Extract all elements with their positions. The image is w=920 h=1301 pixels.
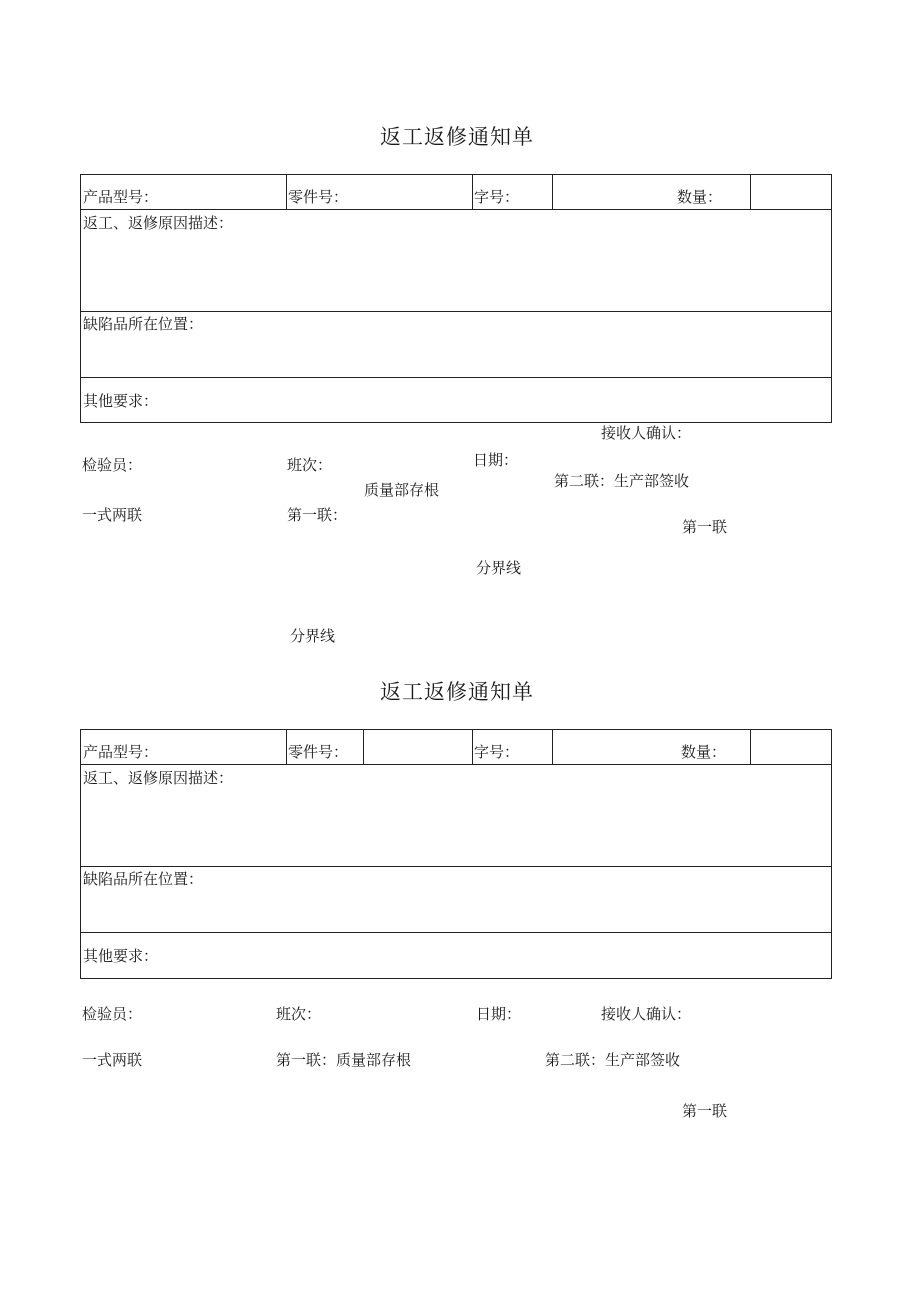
form1-defect-location-row[interactable] — [81, 311, 831, 377]
form1-date-label: 日期： — [473, 451, 519, 469]
form1-second-copy: 第二联：生产部签收 — [554, 472, 690, 490]
form2-first-copy-quality: 第一联：质量部存根 — [276, 1051, 412, 1069]
form1-divider-line: 分界线 — [476, 559, 522, 577]
form1-shift-label: 班次： — [287, 456, 333, 474]
form2-shift-label: 班次： — [276, 1005, 322, 1023]
form1-quality-stub: 质量部存根 — [364, 481, 440, 499]
form2-other-requirements-label: 其他要求： — [83, 947, 159, 965]
form1-defect-location-label: 缺陷品所在位置： — [83, 315, 204, 333]
form1-other-requirements-row[interactable] — [81, 377, 831, 422]
form2-title: 返工返修通知单 — [380, 680, 534, 704]
form2-char-no-field[interactable] — [555, 733, 665, 760]
form2-part-no-label: 零件号： — [288, 743, 349, 761]
form2-first-copy: 第一联 — [682, 1102, 728, 1120]
form1-inspector-label: 检验员： — [82, 456, 143, 474]
form2-table — [80, 729, 832, 979]
form1-quantity-label: 数量： — [677, 188, 723, 206]
form1-part-no-field[interactable] — [373, 178, 469, 205]
form1-receiver-confirm-label: 接收人确认： — [601, 424, 692, 442]
form1-quantity-field[interactable] — [753, 178, 827, 205]
form1-first-copy: 第一联 — [682, 518, 728, 536]
form1-rework-reason-label: 返工、返修原因描述： — [83, 214, 234, 232]
form2-defect-location-label: 缺陷品所在位置： — [83, 870, 204, 888]
form2-other-requirements-row[interactable] — [81, 932, 831, 978]
form1-part-no-label: 零件号： — [288, 188, 349, 206]
form2-part-no-field[interactable] — [366, 733, 469, 760]
form1-title: 返工返修通知单 — [380, 125, 534, 149]
form1-header-row — [81, 175, 831, 209]
form2-quantity-label: 数量： — [681, 743, 727, 761]
form1-table — [80, 174, 832, 423]
form1-first-copy-label: 第一联： — [287, 506, 348, 524]
form1-two-copies: 一式两联 — [82, 506, 143, 524]
form1-char-no-field[interactable] — [555, 178, 665, 205]
form1-product-model-label: 产品型号： — [83, 188, 159, 206]
form2-two-copies: 一式两联 — [82, 1051, 143, 1069]
form2-quantity-field[interactable] — [753, 733, 827, 760]
form2-defect-location-row[interactable] — [81, 866, 831, 932]
form2-char-no-label: 字号： — [474, 743, 520, 761]
form2-inspector-label: 检验员： — [82, 1005, 143, 1023]
form2-divider-line: 分界线 — [290, 627, 336, 645]
form2-product-model-label: 产品型号： — [83, 743, 159, 761]
form2-receiver-confirm-label: 接收人确认： — [601, 1005, 692, 1023]
form2-rework-reason-row[interactable] — [81, 764, 831, 866]
form2-second-copy: 第二联：生产部签收 — [545, 1051, 681, 1069]
form1-char-no-label: 字号： — [474, 188, 520, 206]
form2-rework-reason-label: 返工、返修原因描述： — [83, 769, 234, 787]
form2-date-label: 日期： — [476, 1005, 522, 1023]
form2-header-row — [81, 730, 831, 764]
form1-other-requirements-label: 其他要求： — [83, 392, 159, 410]
form1-rework-reason-row[interactable] — [81, 209, 831, 311]
